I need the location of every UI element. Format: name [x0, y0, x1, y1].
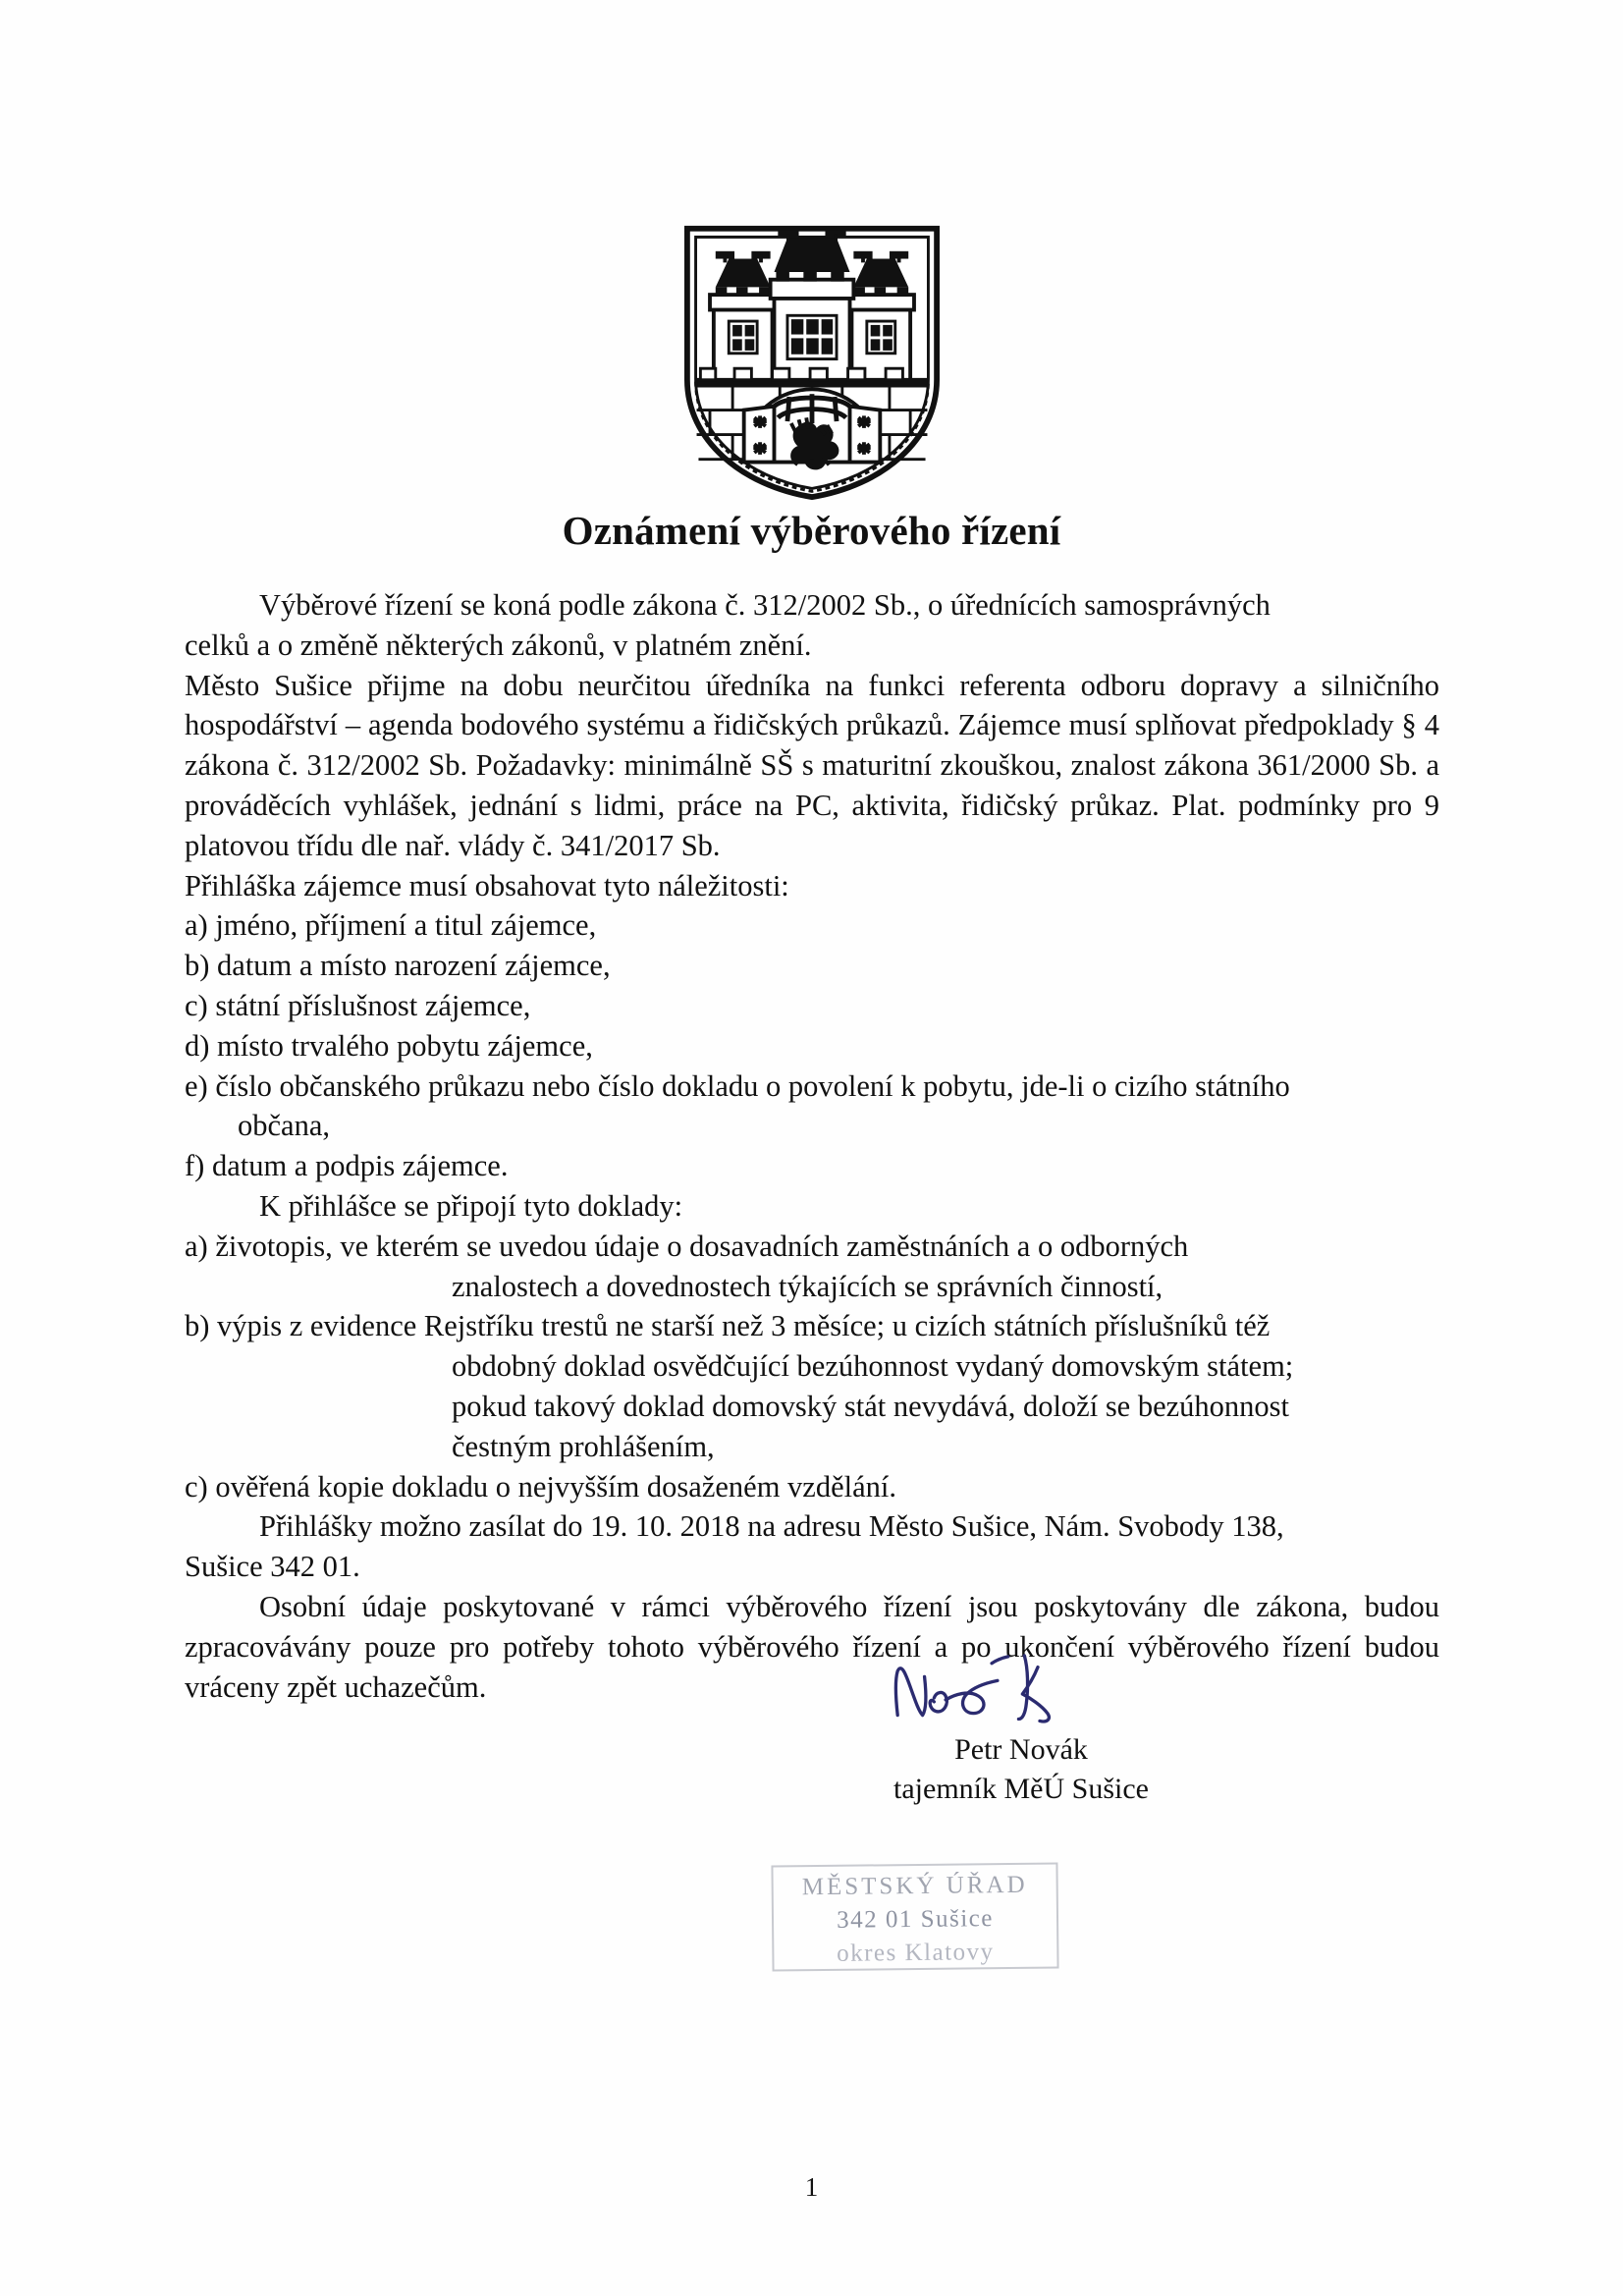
- document-item-b-continued-1: obdobný doklad osvědčující bezúhonnost vydaný domovským státem;: [452, 1349, 1294, 1384]
- signature-role: tajemník MěÚ Sušice: [893, 1773, 1149, 1805]
- requirement-item-c: c) státní příslušnost zájemce,: [185, 988, 531, 1022]
- document-item-b: b) výpis z evidence Rejstříku trestů ne starší než 3 měsíce; u cizích státních příslušníků též: [185, 1309, 1271, 1343]
- document-title: Oznámení výběrového řízení: [562, 508, 1061, 553]
- main-paragraph: Město Sušice přijme na dobu neurčitou úředníka na funkci referenta odboru dopravy a silničního hospodářství – agenda bodového systému a řidičských průkazů. Zájemce musí splňovat předpoklady § 4 zákona č. 312/2002 Sb. Požadavky: minimálně SŠ s maturitní zkouškou, znalost zákona 361/2000 Sb. a prováděcích vyhlášek, jednání s lidmi, práce na PC, aktivita, řidičský průkaz. Plat. podmínky pro 9 platovou třídu dle nař. vlády č. 341/2017 Sb.: [185, 668, 1439, 862]
- requirement-item-d: d) místo trvalého pobytu zájemce,: [185, 1028, 593, 1063]
- document-item-b-continued-3: čestným prohlášením,: [452, 1429, 715, 1463]
- deadline-line-1: Přihlášky možno zasílat do 19. 10. 2018 na adresu Město Sušice, Nám. Svobody 138,: [259, 1509, 1284, 1544]
- office-stamp: [771, 1862, 1058, 1971]
- document-item-a: a) životopis, ve kterém se uvedou údaje o dosavadních zaměstnáních a o odborných: [185, 1229, 1189, 1263]
- requirements-heading: Přihláška zájemce musí obsahovat tyto náležitosti:: [185, 868, 789, 902]
- stamp-line-district: okres Klatovy: [837, 1939, 995, 1967]
- requirement-item-e-continued: občana,: [238, 1109, 330, 1143]
- gdpr-paragraph: Osobní údaje poskytované v rámci výběrového řízení jsou poskytovány dle zákona, budou zpracovávány pouze pro potřeby tohoto výběrového řízení a po ukončení výběrového řízení budou vráceny zpět uchazečům.: [185, 1589, 1439, 1704]
- requirement-item-a: a) jméno, příjmení a titul zájemce,: [185, 908, 597, 943]
- document-body: [185, 585, 1439, 1707]
- susice-coat-of-arms-icon: [679, 221, 945, 501]
- requirement-item-b: b) datum a místo narození zájemce,: [185, 949, 611, 983]
- document-item-b-continued-2: pokud takový doklad domovský stát nevydává, doloží se bezúhonnost: [452, 1389, 1290, 1423]
- document-item-c: c) ověřená kopie dokladu o nejvyšším dosaženém vzdělání.: [185, 1469, 896, 1503]
- signature-name: Petr Novák: [954, 1733, 1088, 1766]
- intro-line-1: Výběrové řízení se koná podle zákona č. 312/2002 Sb., o úřednících samosprávných: [259, 588, 1271, 622]
- signature-block: [746, 1669, 1296, 1809]
- deadline-line-2: Sušice 342 01.: [185, 1550, 360, 1584]
- emblem-container: [0, 221, 1623, 506]
- requirement-item-e: e) číslo občanského průkazu nebo číslo dokladu o povolení k pobytu, jde-li o cizího státního: [185, 1068, 1290, 1103]
- stamp-line-authority: MĚSTSKÝ ÚŘAD: [801, 1871, 1028, 1901]
- requirement-item-f: f) datum a podpis zájemce.: [185, 1149, 509, 1183]
- page-number: 1: [804, 2172, 819, 2202]
- documents-heading: K přihlášce se připojí tyto doklady:: [259, 1188, 683, 1223]
- stamp-line-address: 342 01 Sušice: [836, 1905, 995, 1934]
- document-item-a-continued: znalostech a dovednostech týkajících se správních činností,: [452, 1269, 1163, 1303]
- intro-line-2: celků a o změně některých zákonů, v platném znění.: [185, 628, 812, 662]
